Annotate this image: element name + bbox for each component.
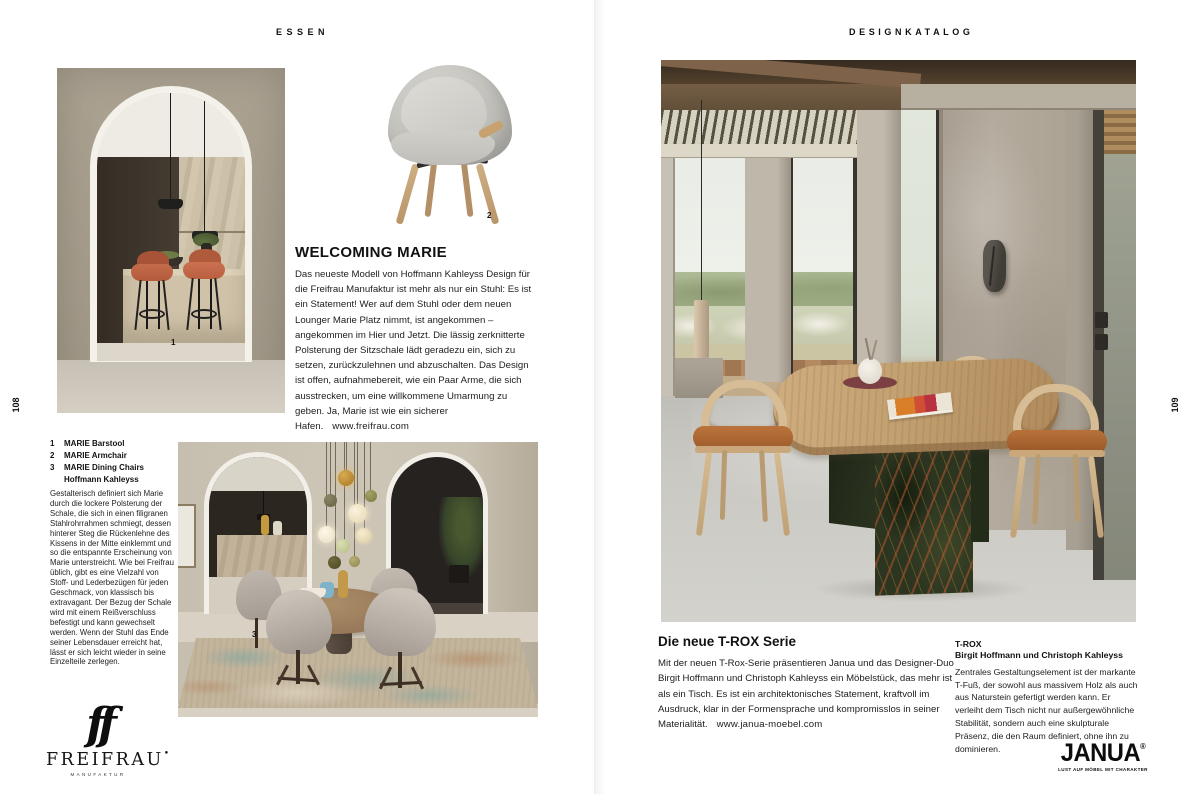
glass-globe-cream [356, 528, 371, 543]
pendant-cord [263, 491, 264, 515]
door-handle [1095, 334, 1108, 350]
stool-footring [139, 309, 165, 319]
chair-leg [1088, 456, 1104, 538]
side-subtitle: Birgit Hoffmann und Christoph Kahleyss [955, 650, 1123, 661]
concrete-column [857, 108, 901, 398]
freifrau-link[interactable]: www.freifrau.com [332, 421, 410, 433]
floor [57, 360, 285, 413]
photo-marie-armchair [360, 55, 540, 233]
chair-leg [424, 159, 437, 217]
item-number: 3 [50, 463, 55, 472]
stool-leg [146, 281, 148, 329]
glass-globe-smoke [324, 494, 337, 507]
page-fold-line [594, 0, 595, 794]
photo-barstool-kitchen [57, 68, 285, 413]
article-body [658, 656, 954, 732]
freifrau-subline: MANUFAKTUR [70, 772, 126, 777]
janua-wordmark [1047, 734, 1159, 766]
product-list [50, 438, 182, 486]
plant-pot [449, 565, 469, 583]
glass-globe-green [336, 539, 350, 553]
item-label: MARIE Dining Chairs [64, 463, 145, 472]
arch-opening [97, 93, 245, 361]
side-title: T-ROX [955, 639, 982, 649]
barstool [183, 249, 227, 339]
concrete-pillar [745, 156, 791, 382]
pendant-cord [357, 442, 358, 506]
article-trox [658, 634, 954, 732]
designer-credit: Hoffmann Kahleyss [64, 475, 139, 484]
stool-leg [186, 278, 193, 330]
freifrau-monogram-icon: ff [86, 699, 110, 750]
chair-leg [460, 159, 473, 217]
freifrau-name: FREIFRAU [46, 750, 164, 770]
stool-leg [210, 279, 212, 329]
section-header-right: DESIGNKATALOG [849, 27, 974, 37]
stool-footring [191, 309, 217, 319]
stool-seat [183, 262, 225, 279]
glass-globe-white [318, 526, 335, 543]
pendant-cord [344, 442, 345, 542]
lintel-beam [661, 144, 857, 158]
pergola-slats [661, 110, 857, 144]
janua-link[interactable]: www.janua-moebel.com [716, 719, 823, 731]
side-column-text: Gestalterisch definiert sich Marie durch die lockere Polsterung der Schale, die sich in einen filigranen Stahlrohrrahmen schmiegt, dessen hinterer Steg die Rückenlehne des Kissens in der Mitte einklemmt und so die entspannte Erscheinung von Marie unterstreicht. Wie bei Freifrau üblich, gibt es eine Vielzahl von Stoff- und Lederbezügen für jeden Geschmack, von klassisch bis extravagant. Der Bezug der Schale wird mit einem Reißverschluss befestigt und kann gewechselt werden. Wenn der Stuhl das Ende seiner Lebensdauer erreicht hat, lässt er sich leicht wieder in seine Einzelteile zerlegen. [50, 489, 174, 667]
photo-dining-room [178, 442, 538, 717]
freifrau-logo [46, 699, 172, 777]
article-title: WELCOMING MARIE [295, 244, 447, 261]
chair-leg [1010, 456, 1026, 538]
pendant-lamp [694, 300, 709, 358]
stool-leg [214, 278, 221, 330]
pendant-cord [370, 442, 371, 494]
article-welcoming-marie [295, 244, 538, 434]
dining-chair [364, 588, 436, 656]
pendant-lamp [158, 199, 183, 209]
wood-beam [661, 84, 901, 110]
glass-globe-olive [365, 490, 377, 502]
janua-name: JANUA [1060, 739, 1141, 767]
glass-globe-straw [349, 556, 360, 567]
marble-slab-front [875, 440, 973, 595]
pendant-cord [326, 442, 327, 530]
dining-chair [266, 590, 332, 654]
stool-leg [134, 280, 141, 330]
wood-chair-right [997, 384, 1117, 542]
freifrau-dot: • [163, 749, 172, 759]
page-number-left: 108 [11, 397, 21, 413]
item-label: MARIE Armchair [64, 451, 127, 460]
framed-art [178, 504, 196, 568]
cream-vase [273, 521, 282, 536]
item-number: 1 [50, 439, 55, 448]
white-vase [858, 358, 882, 384]
section-header-left: ESSEN [276, 27, 330, 37]
pendant-cord [170, 93, 171, 201]
product-list-item [50, 438, 182, 450]
article-body [295, 267, 538, 434]
concrete-beam [901, 84, 1136, 110]
chair-leg [696, 452, 712, 536]
article-body-text: Das neueste Modell von Hoffmann Kahleyss Design für die Freifrau Manufaktur ist mehr als nur ein Stuhl: Es ist ein Statement! Wer auf dem Stuhl oder dem neuen Lounger Marie Platz nimmt, ist angekommen – angekommen im Hier und Jetzt. Die lässig zerknitterte Polsterung der Sitzschale lädt geradezu ein, sich zu setzen, zurückzulehnen und abzuschalten. Das Design ist offen, aufnahmebereit, wie ein Paar Arme, die sich ausstrecken, um eine willkommene Umarmung zu geben. Ja, Marie ist wie ein sicherer Hafen. [295, 269, 532, 433]
photo-marker-1: 1 [171, 338, 176, 347]
pendant-cord [204, 93, 205, 233]
photo-marker-3: 3 [252, 630, 257, 639]
chair-leg [759, 450, 768, 522]
pendant-cord [346, 442, 347, 472]
article-title: Die neue T-ROX Serie [658, 634, 797, 649]
chair-leg [396, 163, 420, 225]
glass-globe-darkolive [328, 556, 341, 569]
wood-chair-left [683, 380, 803, 542]
product-list-item [50, 462, 182, 474]
item-label: MARIE Barstool [64, 439, 125, 448]
page-fold [595, 0, 605, 794]
ceiling [209, 457, 307, 491]
chair-leg [720, 450, 727, 520]
ceiling [97, 93, 245, 157]
pendant-cord [701, 100, 702, 302]
pendant-cord [354, 442, 355, 560]
pendant-cord [330, 442, 331, 496]
glass-globe-amber [338, 470, 354, 486]
product-list-item [50, 450, 182, 462]
freifrau-wordmark [46, 749, 172, 770]
chair-leg [1032, 454, 1041, 524]
photo-marker-2: 2 [487, 211, 492, 220]
stool-leg [162, 280, 169, 330]
item-number: 2 [50, 451, 55, 460]
article-body-text: Mit der neuen T-Rox-Serie präsentieren Janua und das Designer-Duo Birgit Hoffmann und Christoph Kahleyss ein Möbelstück, das mehr ist als ein Tisch. Es ist ein architektonisches Statement, kraftvoll im Ausdruck, klar in der Formensprache und kompromisslos in seiner Materialität. [658, 658, 954, 731]
barstool [131, 251, 175, 339]
gold-vase [338, 570, 348, 598]
stool-leg [198, 279, 200, 329]
photo-trox-interior [661, 60, 1136, 622]
side-body: Zentrales Gestaltungselement ist der markante T-Fuß, der sowohl aus massivem Holz als auch aus Naturstein gefertigt werden kann. Er verleiht dem Tisch nicht nur außergewöhnliche Stabilität, sondern auch eine skulpturale Präsenz, die den Raum definiert, ohne ihn zu dominieren. [955, 666, 1138, 754]
chair-leg [1073, 454, 1080, 522]
registered-mark-icon: ® [1140, 742, 1146, 751]
chair-leg [774, 452, 790, 536]
stool-leg [158, 281, 160, 329]
glass-globe-cream [348, 504, 367, 523]
area-rug [178, 638, 538, 708]
door-lock [1095, 312, 1108, 328]
janua-tagline: LUST AUF MÖBEL MIT CHARAKTER [1058, 767, 1148, 772]
janua-logo [1044, 734, 1162, 772]
page-number-right: 109 [1170, 397, 1180, 413]
marble-slab-return [971, 448, 989, 542]
stool-seat [131, 264, 173, 281]
amber-vase [261, 515, 269, 535]
